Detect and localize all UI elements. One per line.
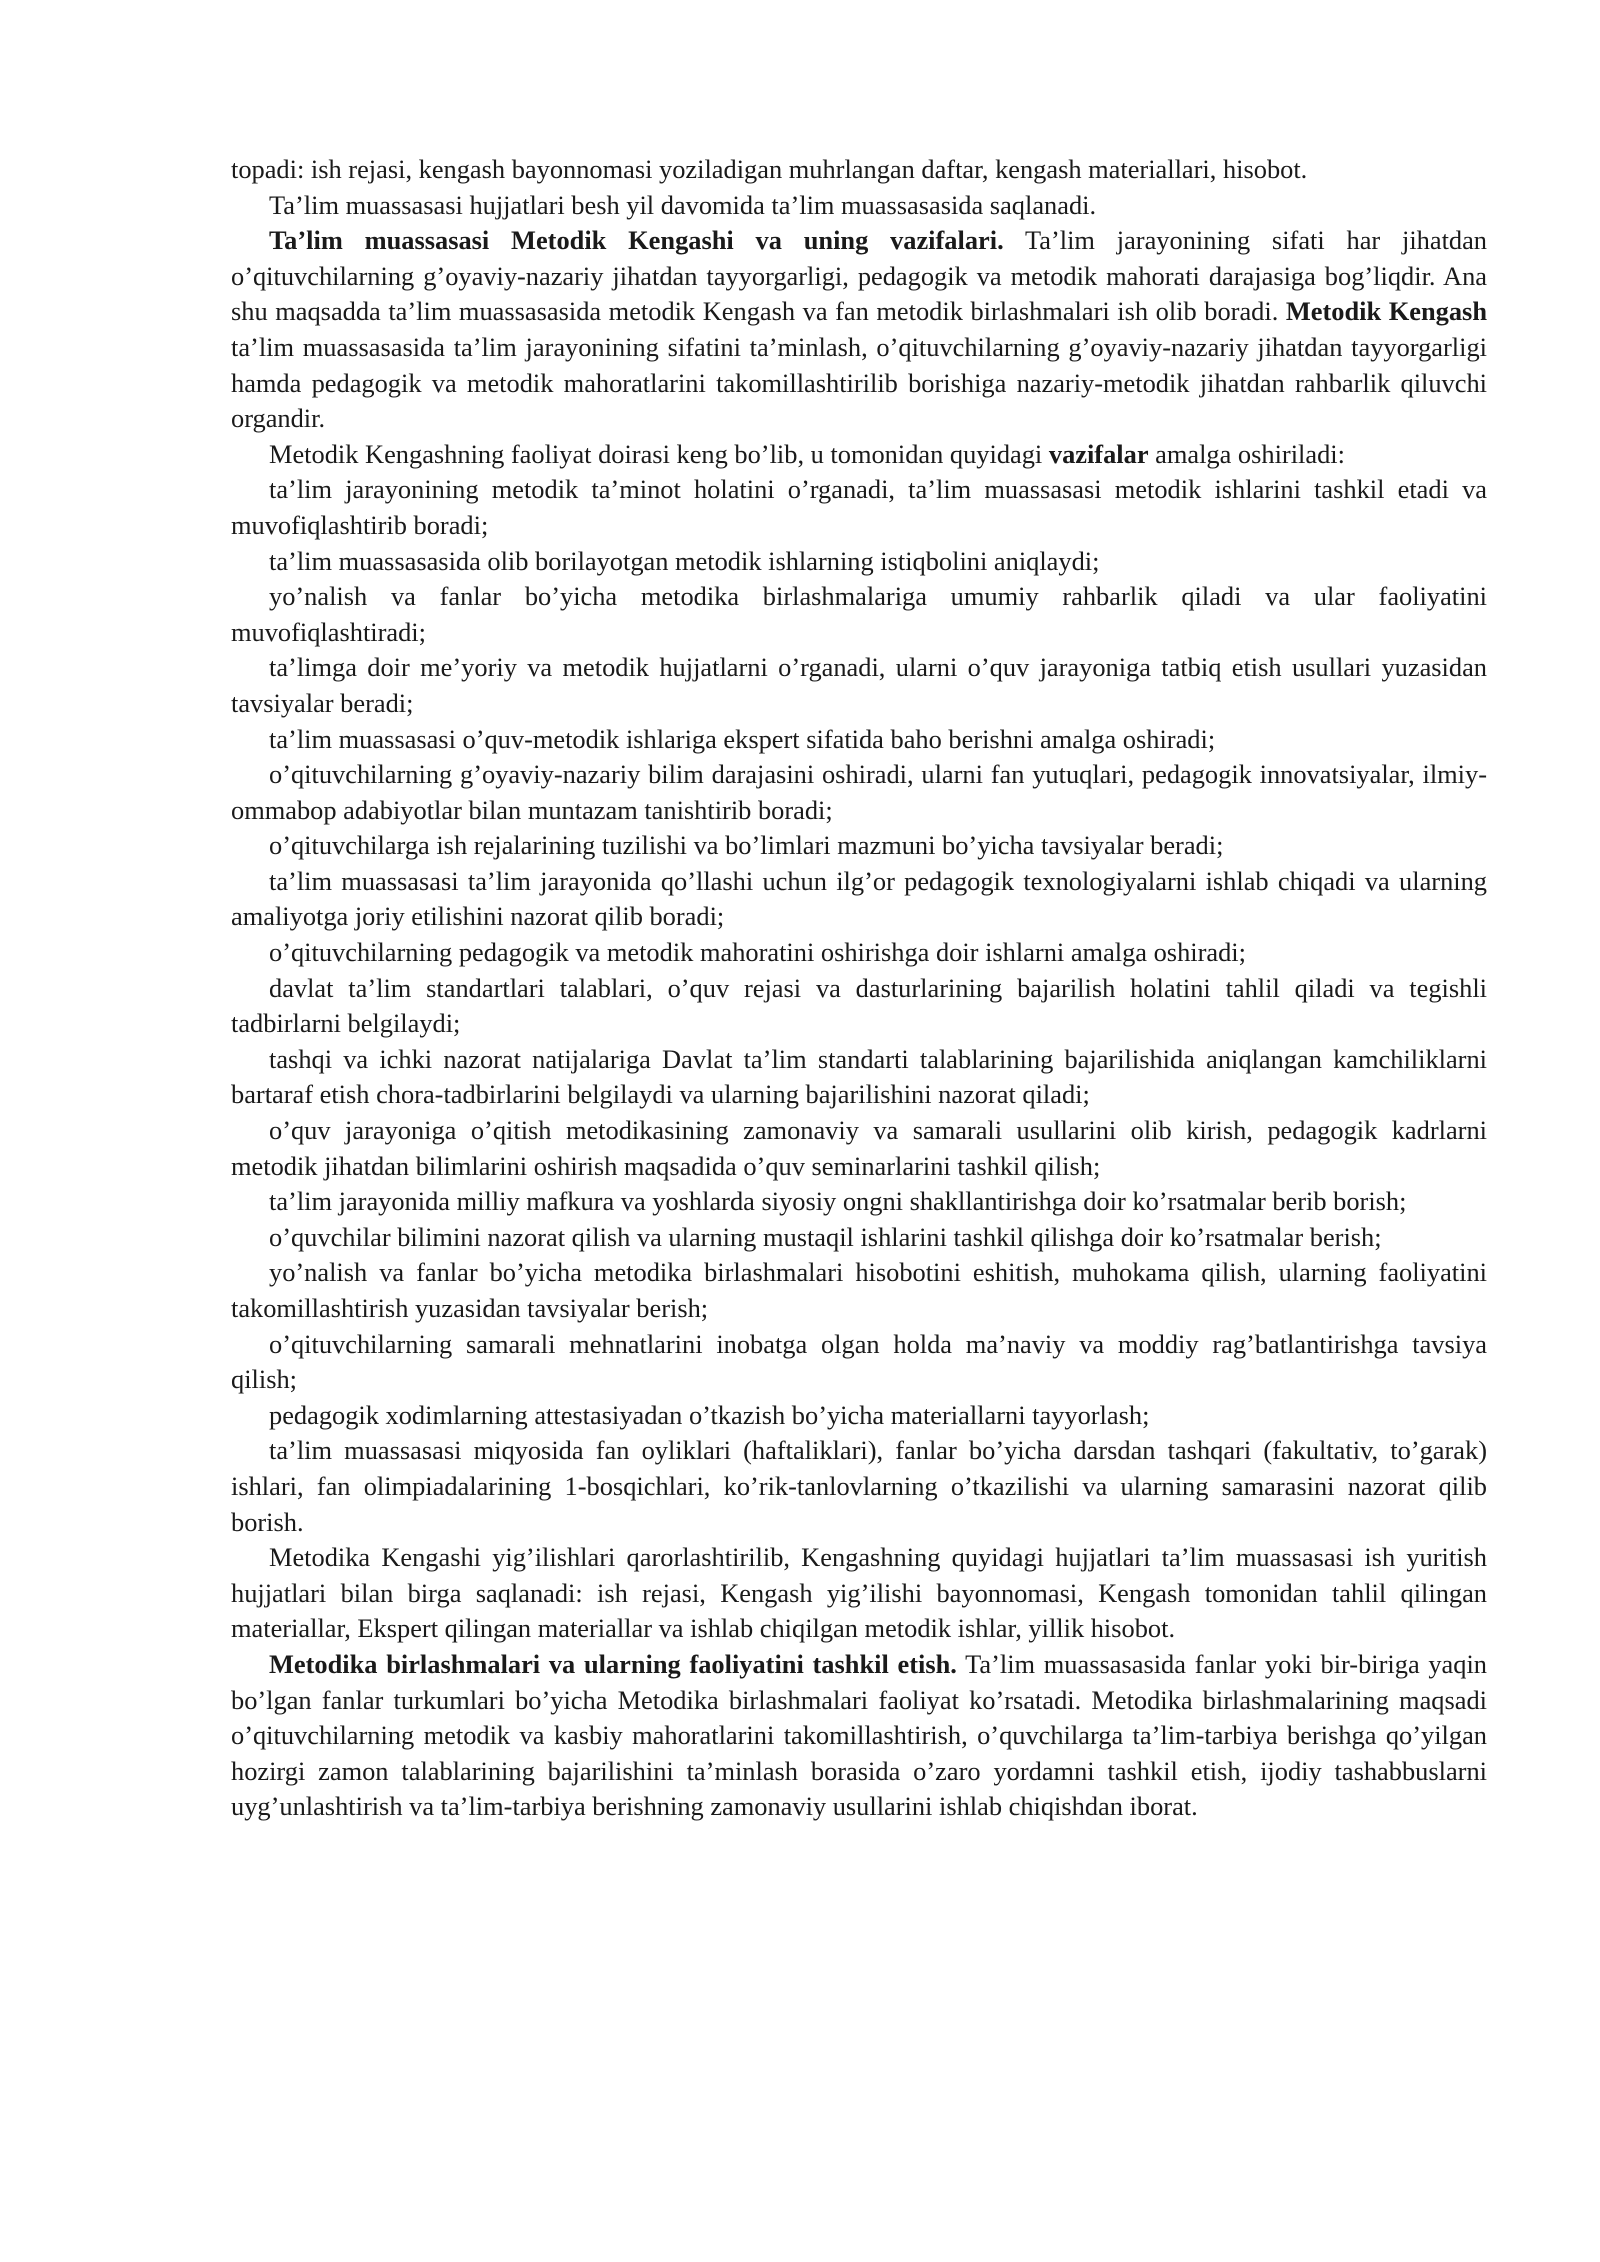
- text-run: ta’lim muassasasi o’quv-metodik ishlariga ekspert sifatida baho berishni amalga oshiradi;: [269, 723, 1216, 754]
- list-paragraph: [231, 828, 1487, 864]
- paragraph-heading-metodik-kengash: [231, 223, 1487, 437]
- text-run: Ta’lim muassasasida fanlar yoki bir-biriga yaqin bo’lgan fanlar turkumlari bo’yicha Metodika birlashmalari faoliyat ko’rsatadi. Metodika birlashmalarining maqsadi o’qituvchilarning metodik va kasbiy mahoratlarini takomillashtirish, o’quvchilarga ta’lim-tarbiya berishga qo’yilgan hozirgi zamon talablarining bajarilishini ta’minlash borasida o’zaro yordamni tashkil etish, ijodiy tashabbuslarni uyg’unlashtirish va ta’lim-tarbiya berishning zamonaviy usullarini ishlab chiqishdan iborat.: [231, 1648, 1487, 1822]
- text-run: o’qituvchilarning samarali mehnatlarini inobatga olgan holda ma’naviy va moddiy rag’batlantirishga tavsiya qilish;: [231, 1328, 1487, 1395]
- list-paragraph: [231, 935, 1487, 971]
- bold-heading: Metodika birlashmalari va ularning faoliyatini tashkil etish.: [269, 1648, 957, 1679]
- text-run: ta’lim muassasasi ta’lim jarayonida qo’llashi uchun ilg’or pedagogik texnologiyalarni ishlab chiqadi va ularning amaliyotga joriy etilishini nazorat qilib boradi;: [231, 865, 1487, 932]
- paragraph: [231, 188, 1487, 224]
- text-run: Metodik Kengashning faoliyat doirasi keng bo’lib, u tomonidan quyidagi: [269, 438, 1049, 469]
- text-run: o’qituvchilarning pedagogik va metodik mahoratini oshirishga doir ishlarni amalga oshiradi;: [269, 937, 1246, 968]
- list-paragraph: [231, 472, 1487, 543]
- list-paragraph: [231, 1433, 1487, 1540]
- text-run: ta’lim jarayonida milliy mafkura va yoshlarda siyosiy ongni shakllantirishga doir ko’rsatmalar berib borish;: [269, 1186, 1407, 1217]
- list-paragraph: [231, 650, 1487, 721]
- paragraph-continuation: [231, 152, 1487, 188]
- text-run: Metodika Kengashi yig’ilishlari qarorlashtirilib, Kengashning quyidagi hujjatlari ta’lim muassasasi ish yuritish hujjatlari bilan birga saqlanadi: ish rejasi, Kengash yig’ilishi bayonnomasi, Kengash tomonidan tahlil qilingan materiallar, Ekspert qilingan materiallar va ishlab chiqilgan metodik ishlar, yillik hisobot.: [231, 1542, 1487, 1644]
- text-run: Ta’lim muassasasi hujjatlari besh yil davomida ta’lim muassasasida saqlanadi.: [269, 189, 1097, 220]
- paragraph: [231, 1540, 1487, 1647]
- text-run: pedagogik xodimlarning attestasiyadan o’tkazish bo’yicha materiallarni tayyorlash;: [269, 1399, 1150, 1430]
- text-run: davlat ta’lim standartlari talablari, o’quv rejasi va dasturlarining bajarilish holatini tahlil qiladi va tegishli tadbirlarni belgilaydi;: [231, 972, 1487, 1039]
- document-page: [231, 152, 1487, 1825]
- list-paragraph: [231, 864, 1487, 935]
- bold-heading: Ta’lim muassasasi Metodik Kengashi va uning vazifalari.: [269, 225, 1004, 256]
- paragraph-heading-metodika-birlashmalari: [231, 1647, 1487, 1825]
- text-run: yo’nalish va fanlar bo’yicha metodika birlashmalariga umumiy rahbarlik qiladi va ular faoliyatini muvofiqlashtiradi;: [231, 581, 1487, 647]
- bold-term: Metodik Kengash: [1285, 296, 1487, 327]
- text-run: Ta’lim jarayonining sifati har jihatdan o’qituvchilarning g’oyaviy-nazariy jihatdan tayyorgarligi, pedagogik va metodik mahorati darajasiga bog’liqdir. Ana shu maqsadda ta’lim muassasasida metodik Kengash va fan metodik birlashmalari ish olib boradi.: [231, 225, 1487, 327]
- text-run: ta’lim muassasasida ta’lim jarayonining sifatini ta’minlash, o’qituvchilarning g’oyaviy-nazariy jihatdan tayyorgarligi hamda pedagogik va metodik mahoratlarini takomillashtirilib borishiga nazariy-metodik jihatdan rahbarlik qiluvchi organdir.: [231, 331, 1487, 434]
- text-run: topadi: ish rejasi, kengash bayonnomasi yoziladigan muhrlangan daftar, kengash materiallari, hisobot.: [231, 154, 1308, 184]
- bold-term: vazifalar: [1048, 438, 1149, 469]
- text-run: o’qituvchilarga ish rejalarining tuzilishi va bo’limlari mazmuni bo’yicha tavsiyalar beradi;: [269, 830, 1224, 861]
- text-run: o’quvchilar bilimini nazorat qilish va ularning mustaqil ishlarini tashkil qilishga doir ko’rsatmalar berish;: [269, 1221, 1382, 1252]
- list-paragraph: [231, 544, 1487, 580]
- text-run: yo’nalish va fanlar bo’yicha metodika birlashmalari hisobotini eshitish, muhokama qilish, ularning faoliyatini takomillashtirish yuzasidan tavsiyalar berish;: [231, 1257, 1487, 1323]
- list-paragraph: [231, 971, 1487, 1042]
- list-paragraph: [231, 757, 1487, 828]
- paragraph: [231, 437, 1487, 473]
- list-paragraph: [231, 1042, 1487, 1113]
- text-run: tashqi va ichki nazorat natijalariga Davlat ta’lim standarti talablarining bajarilishida aniqlangan kamchiliklarni bartaraf etish chora-tadbirlarini belgilaydi va ularning bajarilishini nazorat qiladi;: [231, 1043, 1487, 1110]
- list-paragraph: [231, 579, 1487, 650]
- text-run: ta’lim muassasasi miqyosida fan oyliklari (haftaliklari), fanlar bo’yicha darsdan tashqari (fakultativ, to’garak) ishlari, fan olimpiadalarining 1-bosqichlari, ko’rik-tanlovlarning o’tkazilishi va ularning samarasini nazorat qilib borish.: [231, 1435, 1487, 1537]
- list-paragraph: [231, 1184, 1487, 1220]
- text-run: ta’lim jarayonining metodik ta’minot holatini o’rganadi, ta’lim muassasasi metodik ishlarini tashkil etadi va muvofiqlashtirib boradi;: [231, 474, 1487, 540]
- text-run: ta’limga doir me’yoriy va metodik hujjatlarni o’rganadi, ularni o’quv jarayoniga tatbiq etish usullari yuzasidan tavsiyalar beradi;: [231, 652, 1487, 718]
- list-paragraph: [231, 722, 1487, 758]
- text-run: ta’lim muassasasida olib borilayotgan metodik ishlarning istiqbolini aniqlaydi;: [269, 545, 1100, 576]
- text-run: o’quv jarayoniga o’qitish metodikasining zamonaviy va samarali usullarini olib kirish, pedagogik kadrlarni metodik jihatdan bilimlarini oshirish maqsadida o’quv seminarlarini tashkil qilish;: [231, 1115, 1487, 1181]
- list-paragraph: [231, 1113, 1487, 1184]
- list-paragraph: [231, 1255, 1487, 1326]
- list-paragraph: [231, 1220, 1487, 1256]
- list-paragraph: [231, 1398, 1487, 1434]
- list-paragraph: [231, 1327, 1487, 1398]
- text-run: amalga oshiriladi:: [1148, 438, 1345, 469]
- text-run: o’qituvchilarning g’oyaviy-nazariy bilim darajasini oshiradi, ularni fan yutuqlari, pedagogik innovatsiyalar, ilmiy-ommabop adabiyotlar bilan muntazam tanishtirib boradi;: [231, 759, 1487, 825]
